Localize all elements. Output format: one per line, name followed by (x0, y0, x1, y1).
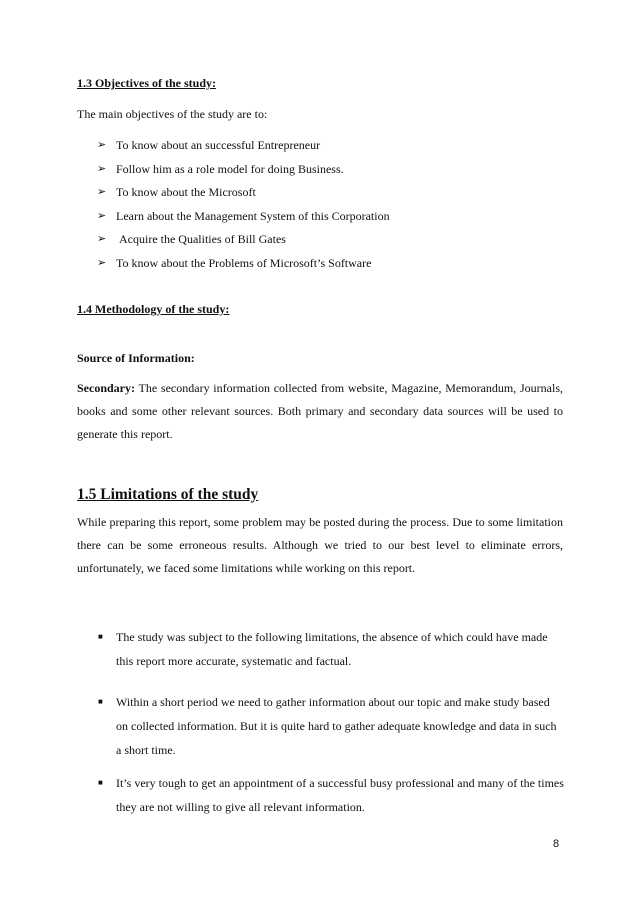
secondary-paragraph (77, 377, 563, 446)
page-number: 8 (553, 838, 560, 850)
secondary-text: The secondary information collected from website, Magazine, Memorandum, Journals, books and some other relevant sources. Both primary and secondary data sources will be used to generate this report. (77, 381, 563, 441)
arrow-bullet-icon: ➢ (97, 139, 107, 151)
list-item: ➢ Learn about the Management System of this Corporation (97, 208, 390, 223)
list-item: ■ Within a short period we need to gather information about our topic and make study based on collected information. But it is quite hard to gather adequate knowledge and data in such a short time. (98, 690, 564, 762)
square-bullet-icon: ■ (98, 778, 103, 787)
section-1-4-heading: 1.4 Methodology of the study: (77, 302, 230, 316)
limitations-list (98, 625, 564, 819)
limitations-paragraph: While preparing this report, some problem may be posted during the process. Due to some limitation there can be some erroneous results. Although we tried to our best level to eliminate errors, unfortunately, we faced some limitations while working on this report. (77, 515, 563, 575)
arrow-bullet-icon: ➢ (97, 162, 107, 175)
list-item: ➢ To know about the Problems of Microsoft’s Software (97, 255, 372, 270)
square-bullet-icon: ■ (98, 632, 103, 641)
secondary-lead: Secondary: (77, 381, 135, 395)
list-item: ■ It’s very tough to get an appointment of a successful busy professional and many of the times they are not willing to give all relevant information. (98, 771, 564, 819)
section-1-3-heading: 1.3 Objectives of the study: (77, 76, 216, 90)
list-item: ➢ To know about an successful Entrepreneur (97, 138, 321, 152)
objectives-list (97, 137, 557, 278)
section-1-5-heading: 1.5 Limitations of the study (77, 486, 259, 503)
arrow-bullet-icon: ➢ (97, 256, 107, 269)
arrow-bullet-icon: ➢ (97, 233, 107, 245)
list-item: ➢ Follow him as a role model for doing Business. (97, 161, 344, 176)
square-bullet-icon: ■ (98, 697, 103, 706)
list-item: ➢ To know about the Microsoft (97, 185, 256, 199)
list-item: ■ The study was subject to the following limitations, the absence of which could have made this report more accurate, systematic and factual. (98, 625, 564, 673)
arrow-bullet-icon: ➢ (97, 209, 107, 222)
list-item: ➢ Acquire the Qualities of Bill Gates (97, 232, 286, 246)
arrow-bullet-icon: ➢ (97, 186, 107, 198)
section-1-3-intro: The main objectives of the study are to: (77, 107, 268, 121)
source-of-information-heading: Source of Information: (77, 351, 195, 365)
